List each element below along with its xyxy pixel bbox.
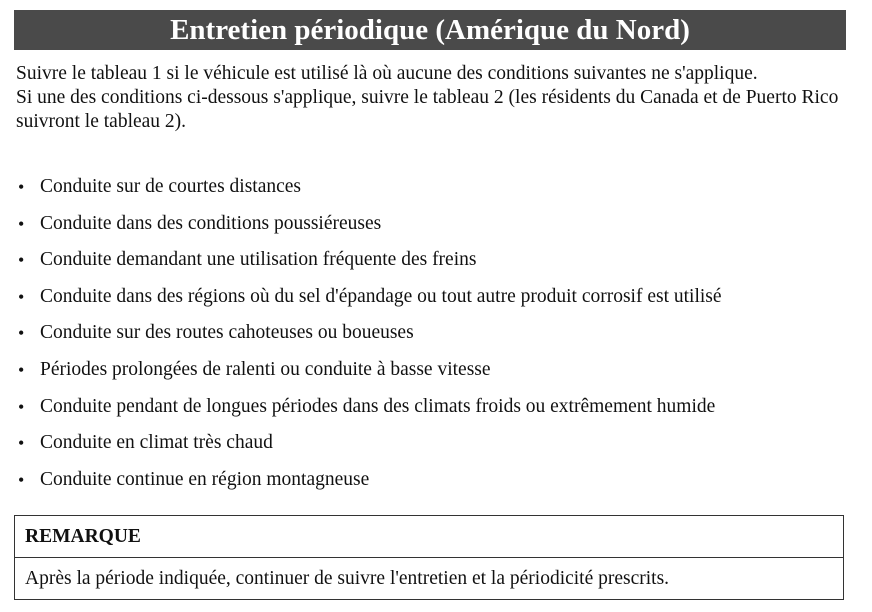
list-item	[16, 466, 856, 503]
intro-paragraph-2: Si une des conditions ci-dessous s'applique, suivre le tableau 2 (les résidents du Canada et de Puerto Rico suivront le tableau 2).	[16, 87, 839, 132]
bullet-icon: •	[18, 323, 25, 344]
list-item	[16, 356, 856, 393]
condition-text: Conduite sur des routes cahoteuses ou boueuses	[40, 322, 414, 344]
bullet-icon: •	[18, 177, 25, 197]
list-item	[16, 283, 856, 320]
condition-text: Conduite pendant de longues périodes dans des climats froids ou extrêmement humide	[40, 395, 716, 417]
list-item	[16, 246, 856, 283]
note-body: Après la période indiquée, continuer de suivre l'entretien et la périodicité prescrits.	[25, 568, 670, 589]
note-box	[14, 515, 844, 600]
page-title: Entretien périodique (Amérique du Nord)	[14, 10, 846, 50]
condition-text: Conduite demandant une utilisation fréquente des freins	[40, 249, 477, 271]
condition-text: Périodes prolongées de ralenti ou conduite à basse vitesse	[40, 358, 491, 380]
bullet-icon: •	[18, 359, 25, 380]
bullet-icon: •	[18, 396, 25, 417]
note-header: REMARQUE	[15, 516, 843, 558]
list-item	[16, 173, 856, 210]
bullet-icon: •	[18, 286, 25, 307]
condition-text: Conduite dans des conditions poussiéreuses	[40, 212, 382, 234]
list-item	[16, 393, 856, 430]
list-item	[16, 429, 856, 466]
bullet-icon: •	[18, 213, 25, 234]
intro-paragraph-1: Suivre le tableau 1 si le véhicule est utilisé là où aucune des conditions suivantes ne s'applique.	[16, 63, 758, 84]
conditions-list	[16, 173, 856, 502]
bullet-icon: •	[18, 433, 25, 454]
condition-text: Conduite sur de courtes distances	[40, 176, 302, 197]
list-item	[16, 319, 856, 356]
bullet-icon: •	[18, 469, 25, 490]
condition-text: Conduite continue en région montagneuse	[40, 468, 370, 490]
bullet-icon: •	[18, 250, 25, 271]
condition-text: Conduite dans des régions où du sel d'épandage ou tout autre produit corrosif est utilisé	[40, 285, 722, 307]
intro-text	[16, 62, 846, 134]
condition-text: Conduite en climat très chaud	[40, 432, 273, 454]
list-item	[16, 210, 856, 247]
